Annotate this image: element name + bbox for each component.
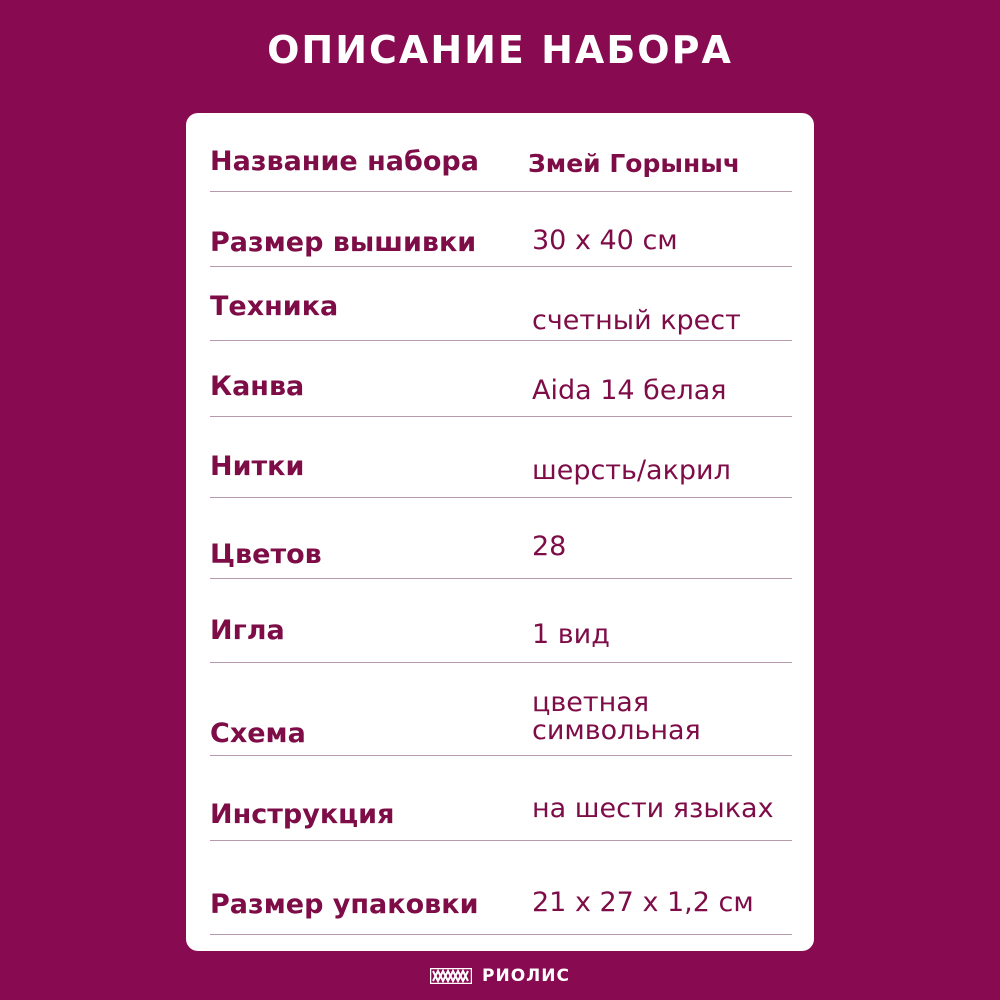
spec-row-scheme bbox=[186, 685, 814, 749]
spec-row-colors bbox=[186, 526, 814, 570]
row-divider bbox=[210, 578, 792, 579]
spec-row-threads bbox=[186, 448, 814, 488]
spec-label: Техника bbox=[210, 291, 339, 322]
spec-label: Игла bbox=[210, 615, 285, 646]
row-divider bbox=[210, 497, 792, 498]
row-divider bbox=[210, 416, 792, 417]
spec-value: Aida 14 белая bbox=[532, 375, 727, 406]
row-divider bbox=[210, 840, 792, 841]
spec-label: Название набора bbox=[210, 146, 479, 177]
spec-label: Размер упаковки bbox=[210, 889, 479, 920]
spec-label: Инструкция bbox=[210, 799, 395, 830]
row-divider bbox=[210, 662, 792, 663]
kit-description-card bbox=[186, 113, 814, 951]
spec-label: Канва bbox=[210, 371, 305, 402]
spec-row-instructions bbox=[186, 788, 814, 830]
spec-value: на шести языках bbox=[532, 793, 774, 824]
spec-value: 1 вид bbox=[532, 619, 610, 650]
spec-value: 28 bbox=[532, 531, 567, 562]
spec-label: Размер вышивки bbox=[210, 227, 477, 258]
spec-label: Нитки bbox=[210, 451, 305, 482]
row-divider bbox=[210, 755, 792, 756]
spec-value-line1: цветная bbox=[532, 687, 650, 718]
row-divider bbox=[210, 934, 792, 935]
spec-value: Змей Горыныч bbox=[528, 149, 741, 178]
spec-label: Цветов bbox=[210, 539, 322, 570]
spec-row-kit-name bbox=[186, 143, 814, 181]
spec-row-canvas bbox=[186, 368, 814, 408]
spec-label: Схема bbox=[210, 718, 306, 749]
row-divider bbox=[210, 340, 792, 341]
spec-value: 21 х 27 х 1,2 см bbox=[532, 887, 754, 918]
brand-logo bbox=[0, 963, 1000, 989]
spec-row-embroidery-size bbox=[186, 218, 814, 258]
row-divider bbox=[210, 266, 792, 267]
spec-value: шерсть/акрил bbox=[532, 455, 731, 486]
spec-row-needle bbox=[186, 610, 814, 650]
spec-row-package-size bbox=[186, 878, 814, 920]
brand-logo-text: РИОЛИС bbox=[482, 966, 570, 986]
spec-value: счетный крест bbox=[532, 305, 741, 336]
page-title: ОПИСАНИЕ НАБОРА bbox=[267, 28, 733, 72]
riolis-logo-icon bbox=[430, 968, 472, 984]
spec-row-technique bbox=[186, 290, 814, 336]
spec-value-line2: символьная bbox=[532, 715, 701, 746]
row-divider bbox=[210, 191, 792, 192]
spec-value: 30 х 40 см bbox=[532, 225, 678, 256]
